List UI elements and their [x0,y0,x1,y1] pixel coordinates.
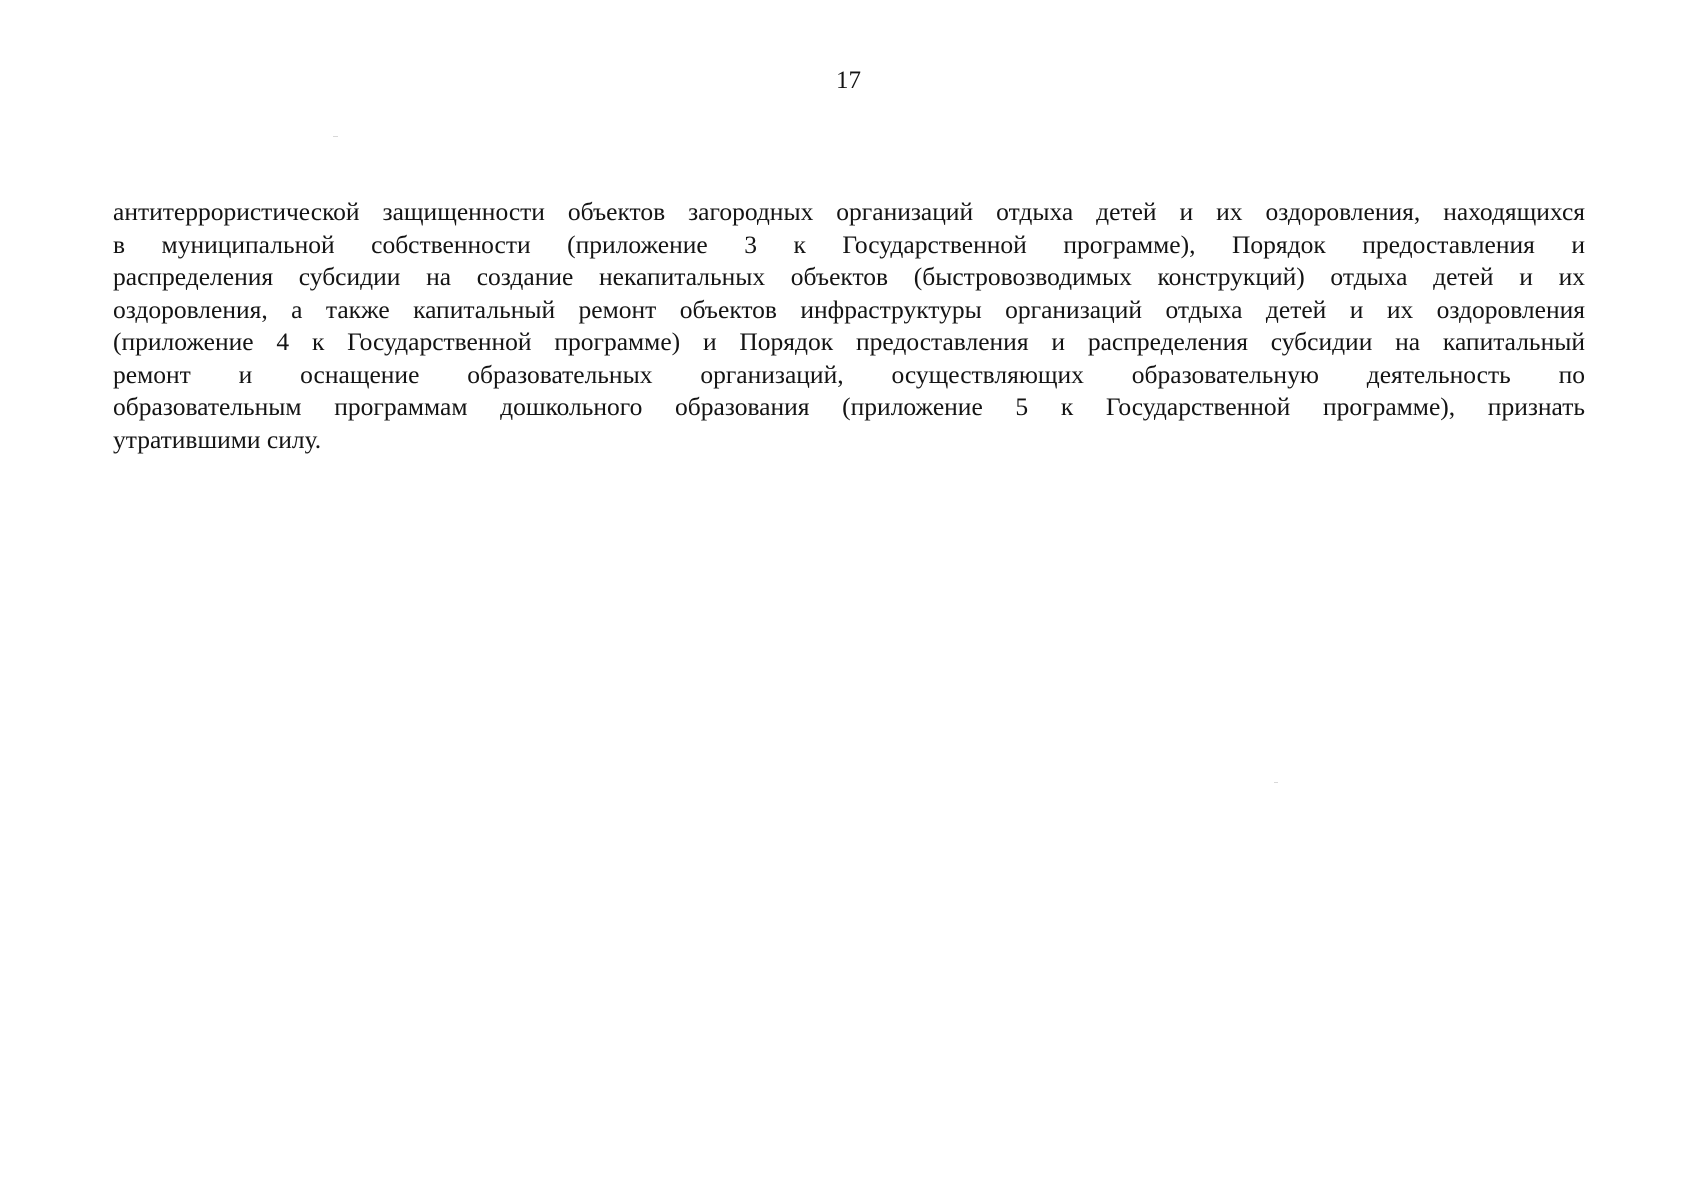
scan-speck [333,136,338,137]
body-paragraph [113,196,1585,456]
paragraph-line: в муниципальной собственности (приложение 3 к Государственной программе), Порядок предоставления и [113,229,1585,259]
paragraph-line: (приложение 4 к Государственной программе) и Порядок предоставления и распределения субсидии на капитальный [113,327,1585,356]
paragraph-line: образовательным программам дошкольного образования (приложение 5 к Государственной программе), признать [113,392,1585,421]
paragraph-line: оздоровления, а также капитальный ремонт объектов инфраструктуры организаций отдыха детей и их оздоровления [113,294,1585,324]
scan-speck [1274,782,1278,783]
paragraph-line: распределения субсидии на создание некапитальных объектов (быстровозводимых конструкций) отдыха детей и их [113,262,1585,291]
paragraph-line: ремонт и оснащение образовательных организаций, осуществляющих образовательную деятельность по [113,359,1585,389]
paragraph-line: антитеррористической защищенности объектов загородных организаций отдыха детей и их оздоровления, находящихся [113,197,1585,226]
page-number: 17 [836,67,861,94]
paragraph-line: утратившими силу. [113,424,322,454]
